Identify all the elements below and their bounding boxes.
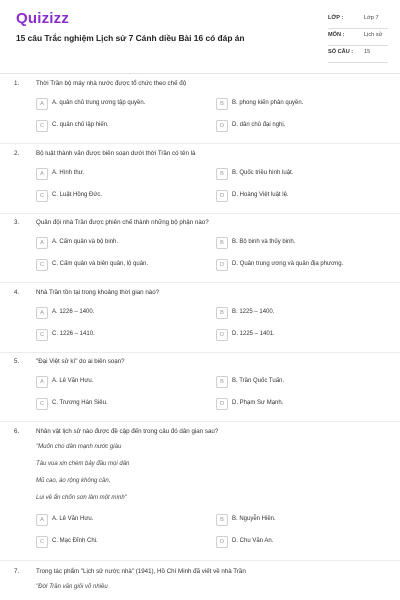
option-text: D. Phạm Sư Mạnh. <box>232 400 284 406</box>
meta-row-count <box>328 46 388 63</box>
option-text: B. 1225 – 1400. <box>232 309 275 315</box>
question-divider <box>0 352 400 353</box>
option-letter: A <box>36 98 48 110</box>
meta-label: LỚP : <box>328 15 344 21</box>
option-letter: C <box>36 259 48 271</box>
option-letter: A <box>36 168 48 180</box>
quote-line: Tâu vua xin chém bảy đầu mọi dân <box>36 461 130 467</box>
option-text: A. Hình thư. <box>52 170 85 176</box>
question-number: 5. <box>14 358 20 365</box>
meta-value: Lịch sử <box>364 32 383 38</box>
option-text: C. quân chủ lập hiến. <box>52 122 109 128</box>
option-text: A. Lê Văn Hưu. <box>52 378 94 384</box>
option-letter: B <box>216 98 228 110</box>
option-letter: B <box>216 168 228 180</box>
option-text: A. quân chủ trung ương tập quyền. <box>52 100 146 106</box>
option-letter: D <box>216 259 228 271</box>
question-text: Thời Trần bộ máy nhà nước được tổ chức theo chế độ <box>36 80 187 87</box>
option-letter: C <box>36 536 48 548</box>
option-text: A. Cấm quân và bộ binh. <box>52 239 119 245</box>
option-letter: C <box>36 398 48 410</box>
document-title: 15 câu Trắc nghiệm Lịch sử 7 Cánh diều Bài 16 có đáp án <box>16 33 245 43</box>
option-text: B. Trần Quốc Tuấn. <box>232 378 285 384</box>
option-text: B. Nguyễn Hiền. <box>232 516 276 522</box>
question-text: Quân đội nhà Trần được phiên chế thành những bộ phận nào? <box>36 219 209 226</box>
option-text: B. Bộ binh và thủy binh. <box>232 239 296 245</box>
question-number: 4. <box>14 289 20 296</box>
option-text: D. Quân trung ương và quân địa phương. <box>232 261 344 267</box>
option-text: C. 1226 – 1410. <box>52 331 95 337</box>
option-letter: B <box>216 237 228 249</box>
quizizz-logo: Quizizz <box>16 10 70 27</box>
option-text: C. Luật Hồng Đức. <box>52 192 103 198</box>
question-number: 1. <box>14 80 20 87</box>
option-letter: C <box>36 190 48 202</box>
question-text: Nhân vật lịch sử nào được đề cập đến trong câu đó dân gian sau? <box>36 428 219 435</box>
option-letter: C <box>36 120 48 132</box>
question-divider <box>0 560 400 561</box>
option-text: C. Cấm quân và biên quân, lộ quân. <box>52 261 149 267</box>
meta-row-class <box>328 12 388 29</box>
question-number: 3. <box>14 219 20 226</box>
question-text: Bộ luật thành văn được biên soạn dưới thời Trần có tên là <box>36 150 196 157</box>
option-text: D. Hoàng Việt luật lệ. <box>232 192 289 198</box>
meta-value: Lớp 7 <box>364 15 379 21</box>
option-letter: A <box>36 237 48 249</box>
option-text: C. Trương Hán Siêu. <box>52 400 108 406</box>
option-letter: A <box>36 514 48 526</box>
option-letter: C <box>36 329 48 341</box>
option-letter: B <box>216 307 228 319</box>
option-letter: D <box>216 329 228 341</box>
question-divider <box>0 143 400 144</box>
option-text: D. 1225 – 1401. <box>232 331 275 337</box>
meta-row-subject <box>328 29 388 46</box>
quote-line: "Đời Trần văn giỏi võ nhiều <box>36 584 108 590</box>
question-text: Nhà Trần tồn tại trong khoảng thời gian nào? <box>36 289 160 296</box>
option-text: B. Quốc triều hình luật. <box>232 170 294 176</box>
option-letter: D <box>216 536 228 548</box>
question-divider <box>0 282 400 283</box>
page-header <box>0 0 400 62</box>
question-text: "Đại Việt sử kí" do ai biên soạn? <box>36 358 125 365</box>
quote-line: Lui về ẩn chốn sơn lâm một mình" <box>36 495 127 501</box>
option-letter: A <box>36 376 48 388</box>
option-letter: B <box>216 376 228 388</box>
option-text: A. Lê Văn Hưu. <box>52 516 94 522</box>
meta-box <box>328 12 388 63</box>
meta-value: 15 <box>364 49 371 55</box>
question-number: 7. <box>14 568 20 575</box>
option-text: A. 1226 – 1400. <box>52 309 95 315</box>
quote-line: "Muốn cho dân mạnh nước giàu <box>36 444 122 450</box>
option-letter: D <box>216 398 228 410</box>
meta-label: MÔN : <box>328 32 345 38</box>
question-divider <box>0 421 400 422</box>
option-text: D. Chu Văn An. <box>232 538 274 544</box>
option-letter: D <box>216 120 228 132</box>
meta-label: SỐ CÂU : <box>328 49 354 55</box>
option-text: D. dân chủ đại nghị. <box>232 122 286 128</box>
option-text: C. Mạc Đĩnh Chi. <box>52 538 98 544</box>
option-text: B. phong kiến phân quyền. <box>232 100 304 106</box>
option-letter: D <box>216 190 228 202</box>
question-number: 6. <box>14 428 20 435</box>
question-number: 2. <box>14 150 20 157</box>
header-divider <box>0 73 400 74</box>
question-text: Trong tác phẩm "Lịch sử nước nhà" (1941), Hồ Chí Minh đã viết về nhà Trần <box>36 568 246 575</box>
option-letter: A <box>36 307 48 319</box>
option-letter: B <box>216 514 228 526</box>
quote-line: Mũ cao, áo rộng không cần, <box>36 478 111 484</box>
question-divider <box>0 213 400 214</box>
